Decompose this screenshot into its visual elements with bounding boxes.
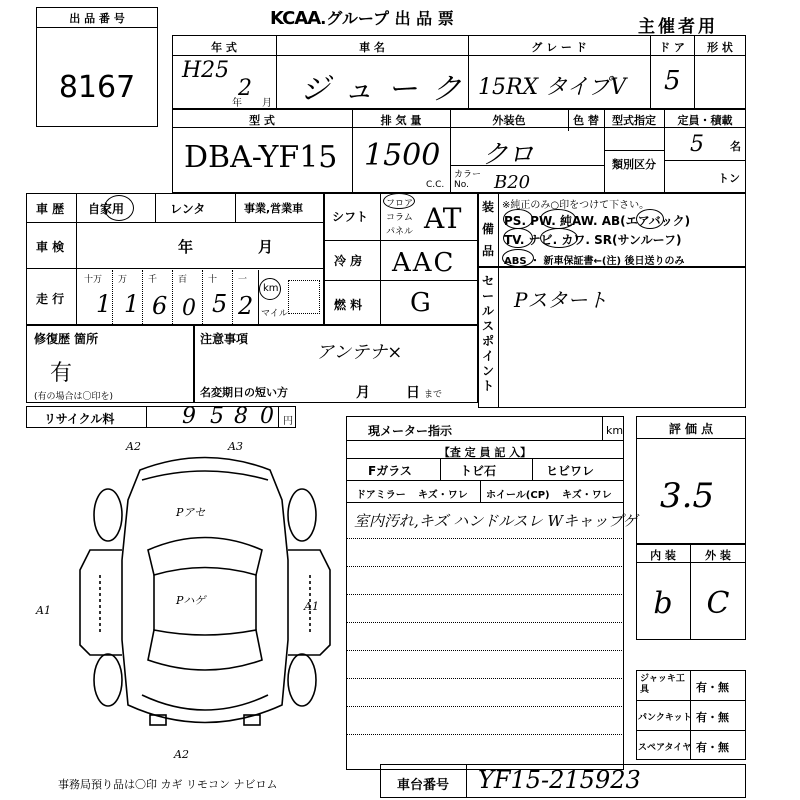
history-private: 自家用 (88, 202, 125, 216)
year-label: 年 式 (211, 41, 237, 54)
exterior-color-label: 外装色 (492, 114, 526, 127)
capacity-label: 定員・積載 (677, 114, 733, 127)
glass-label: Fガラス (368, 464, 412, 478)
notes-value: アンテナ× (316, 342, 403, 363)
office-note: 事務局預り品は〇印 カギ リモコン ナビロム (58, 778, 278, 791)
diagram-mark-a2-top: A2 (126, 440, 141, 453)
equipment-note: ※純正のみ○印をつけて下さい。 (502, 200, 650, 211)
repair-value: 有 (50, 361, 73, 386)
car-name-value: ジューク (300, 72, 476, 107)
equipment-label: 装 備 品 (482, 200, 495, 258)
ps-circle (503, 209, 533, 229)
jack-label: ジャッキ工 具 (640, 674, 685, 695)
designation-label: 型式指定 (612, 114, 656, 127)
door-value: 5 (664, 66, 681, 96)
ac-label: 冷 房 (334, 254, 363, 268)
spare-tire-value: 有・無 (696, 741, 729, 754)
tv-circle (503, 228, 533, 248)
interior-value: b (653, 586, 673, 621)
model-label: 型 式 (249, 114, 275, 127)
mile-unit: マイル (261, 309, 288, 319)
mileage-digit: 6 (152, 292, 168, 320)
class-label: 類別区分 (612, 158, 656, 171)
exterior-value: C (706, 586, 730, 621)
grade-label: 評 価 点 (668, 422, 714, 436)
expiry-label: 名変期日の短い方 (200, 386, 288, 399)
lot-label: 出 品 番 号 (69, 12, 125, 25)
capacity-value: 5 (690, 132, 704, 157)
jack-value: 有・無 (696, 681, 729, 694)
recycle-label: リサイクル料 (44, 412, 115, 426)
selling-point-value: Pスタート (514, 288, 608, 312)
mirror-value: キズ・ワレ (418, 490, 468, 501)
wheel-value: キズ・ワレ (562, 490, 612, 501)
diagram-mark-a1-right: A1 (304, 600, 319, 613)
mileage-label: 走 行 (36, 292, 65, 306)
model-value: DBA-YF15 (184, 140, 338, 175)
equipment-line-1: PS. PW. 純AW. AB(エアバック) (504, 214, 691, 228)
mile-box (288, 280, 320, 314)
mileage-digit: 0 (182, 296, 196, 321)
floor-circle (383, 193, 415, 209)
organizer-label: 主催者用 (638, 17, 718, 37)
displacement-label: 排 気 量 (380, 114, 422, 127)
repair-note: (有の場合は〇印を) (34, 392, 114, 402)
history-business: 事業,営業車 (244, 202, 304, 215)
year-value: H25 (182, 58, 230, 83)
notes-label: 注意事項 (200, 332, 249, 346)
color-swap-label: 色 替 (573, 114, 599, 127)
shift-label: シフト (332, 210, 369, 224)
inspection-label: 車 検 (36, 240, 65, 254)
door-label: ド ア (659, 41, 685, 54)
recycle-digit: 9 (182, 404, 196, 429)
diagram-mark-p-ase: Pアセ (176, 506, 206, 519)
history-rental: レンタ (170, 202, 206, 216)
diagram-mark-a1-left: A1 (36, 604, 51, 617)
grade-value: 3.5 (660, 476, 715, 516)
puncture-kit-value: 有・無 (696, 711, 729, 724)
mileage-digit: 1 (96, 290, 112, 318)
form-title: KCAA.グループ 出 品 票 (270, 8, 454, 29)
repair-label: 修復歴 箇所 (34, 332, 99, 346)
private-circle (104, 195, 134, 221)
glass-chip: トビ石 (460, 464, 497, 478)
diagram-mark-p-hage: Pハゲ (176, 594, 206, 607)
mirror-label: ドアミラー (356, 490, 406, 501)
color-value: クロ (482, 140, 535, 170)
month-value: 2 (238, 76, 252, 101)
ac-value: AAC (392, 248, 456, 278)
history-label: 車 歴 (36, 202, 65, 216)
wheel-label: ホイール(CP) (486, 490, 550, 501)
equipment-line-2: TV. ナビ. カワ. SR(サンルーフ) (504, 233, 682, 247)
inspector-comment: 室内汚れ,キズ ハンドルスレ Wキャップゲ (354, 512, 638, 530)
selling-point-label: セールスポイント (482, 274, 495, 393)
km-unit: km (263, 283, 279, 294)
navi-circle (540, 228, 578, 248)
meter-label: 現メーター指示 (368, 424, 453, 438)
fuel-label: 燃 料 (334, 298, 363, 312)
grade-value: 15RX タイプV (478, 75, 627, 100)
recycle-digit: 0 (260, 404, 274, 429)
mileage-digit: 2 (238, 292, 254, 320)
glass-crack: ヒビワレ (546, 464, 595, 478)
pw-circle (540, 209, 576, 229)
shape-label: 形 状 (707, 41, 733, 54)
diagram-mark-a3: A3 (228, 440, 243, 453)
km-circle (259, 278, 281, 300)
chassis-value: YF15-215923 (478, 766, 641, 794)
color-number-value: B20 (494, 172, 531, 193)
displacement-value: 1500 (364, 138, 441, 173)
exterior-label: 外 装 (705, 549, 731, 562)
fuel-value: G (410, 288, 431, 318)
interior-label: 内 装 (650, 549, 676, 562)
grade-label: グ レ ー ド (531, 41, 587, 54)
chassis-label: 車台番号 (396, 778, 449, 793)
spare-tire-label: スペアタイヤ (638, 743, 692, 753)
name-label: 車 名 (359, 41, 385, 54)
ab-circle (636, 209, 664, 229)
recycle-digit: 5 (210, 404, 224, 429)
lot-number: 8167 (58, 70, 136, 105)
inspector-header: 【査 定 員 記 入】 (438, 446, 532, 459)
abs-circle (502, 249, 534, 267)
mileage-digit: 5 (212, 290, 228, 318)
mileage-digit: 1 (124, 290, 140, 318)
equipment-line-3: ABS ・ 新車保証書←(注) 後日送りのみ (504, 256, 685, 267)
puncture-kit-label: パンクキット (638, 713, 692, 723)
shift-value: AT (424, 202, 462, 235)
recycle-digit: 8 (234, 404, 248, 429)
diagram-mark-a2-bottom: A2 (174, 748, 189, 761)
color-number-label: カラー No. (454, 170, 482, 190)
